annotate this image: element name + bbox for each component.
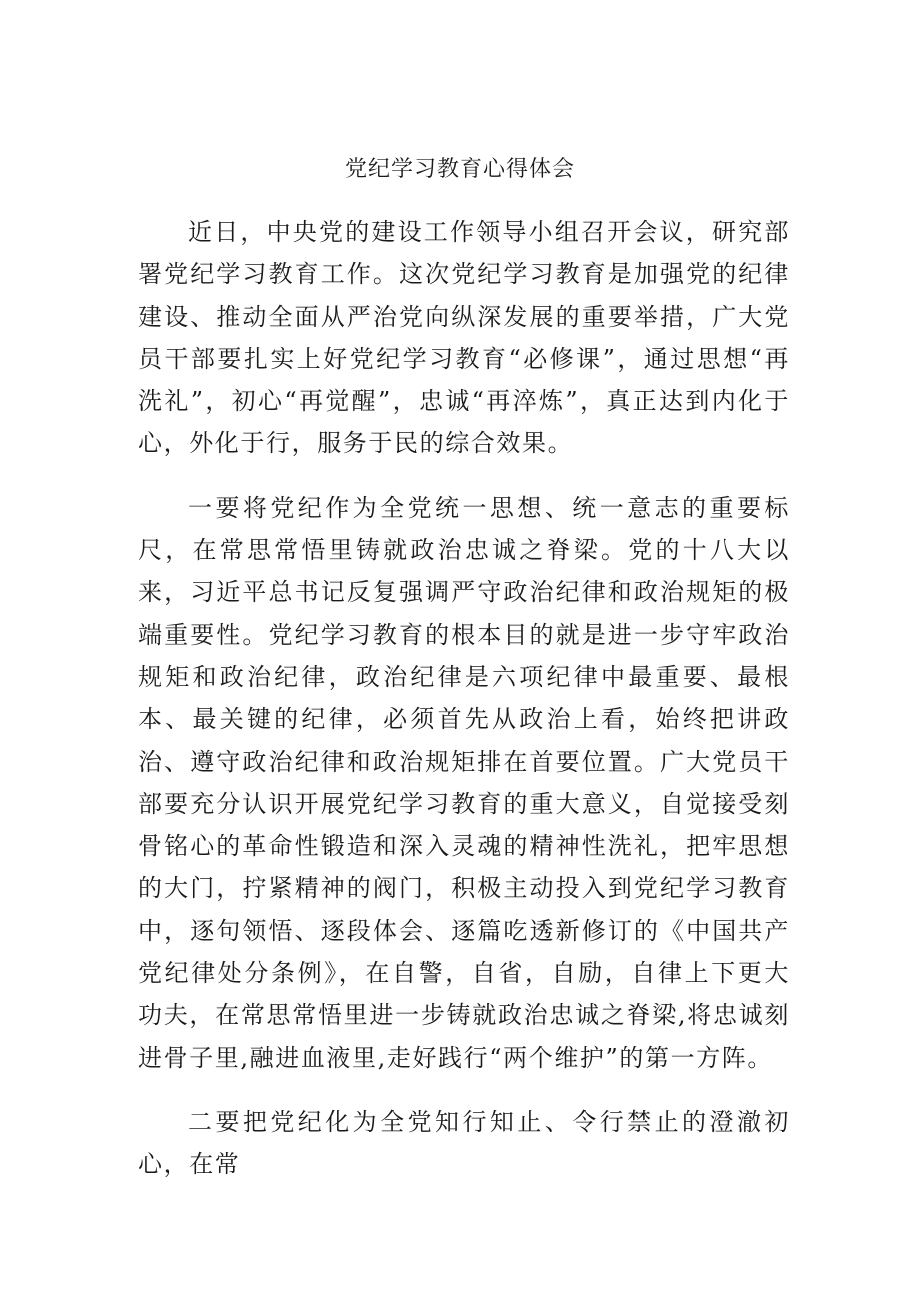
paragraph-intro: 近日，中央党的建设工作领导小组召开会议，研究部署党纪学习教育工作。这次党纪学习教育是加强党的纪律建设、推动全面从严治党向纵深发展的重要举措，广大党员干部要扎实上好党纪学习教育“必修课”，通过思想“再洗礼”，初心“再觉醒”，忠诚“再淬炼”，真正达到内化于心，外化于行，服务于民的综合效果。: [138, 218, 790, 458]
paragraph-point-two: 二要把党纪化为全党知行知止、令行禁止的澄澈初心，在常: [138, 1107, 790, 1179]
document-title: 党纪学习教育心得体会: [344, 157, 575, 182]
paragraph-point-one: 一要将党纪作为全党统一思想、统一意志的重要标尺，在常思常悟里铸就政治忠诚之脊梁。党的十八大以来，习近平总书记反复强调严守政治纪律和政治规矩的极端重要性。党纪学习教育的根本目的就是进一步守牢政治规矩和政治纪律，政治纪律是六项纪律中最重要、最根本、最关键的纪律，必须首先从政治上看，始终把讲政治、遵守政治纪律和政治规矩排在首要位置。广大党员干部要充分认识开展党纪学习教育的重大意义，自觉接受刻骨铭心的革命性锻造和深入灵魂的精神性洗礼，把牢思想的大门，拧紧精神的阀门，积极主动投入到党纪学习教育中，逐句领悟、逐段体会、逐篇吃透新修订的《中国共产党纪律处分条例》，在自警，自省，自励，自律上下更大功夫，在常思常悟里进一步铸就政治忠诚之脊梁,将忠诚刻进骨子里,融进血液里,走好践行“两个维护”的第一方阵。: [138, 493, 790, 1072]
document-body: [138, 211, 790, 1208]
